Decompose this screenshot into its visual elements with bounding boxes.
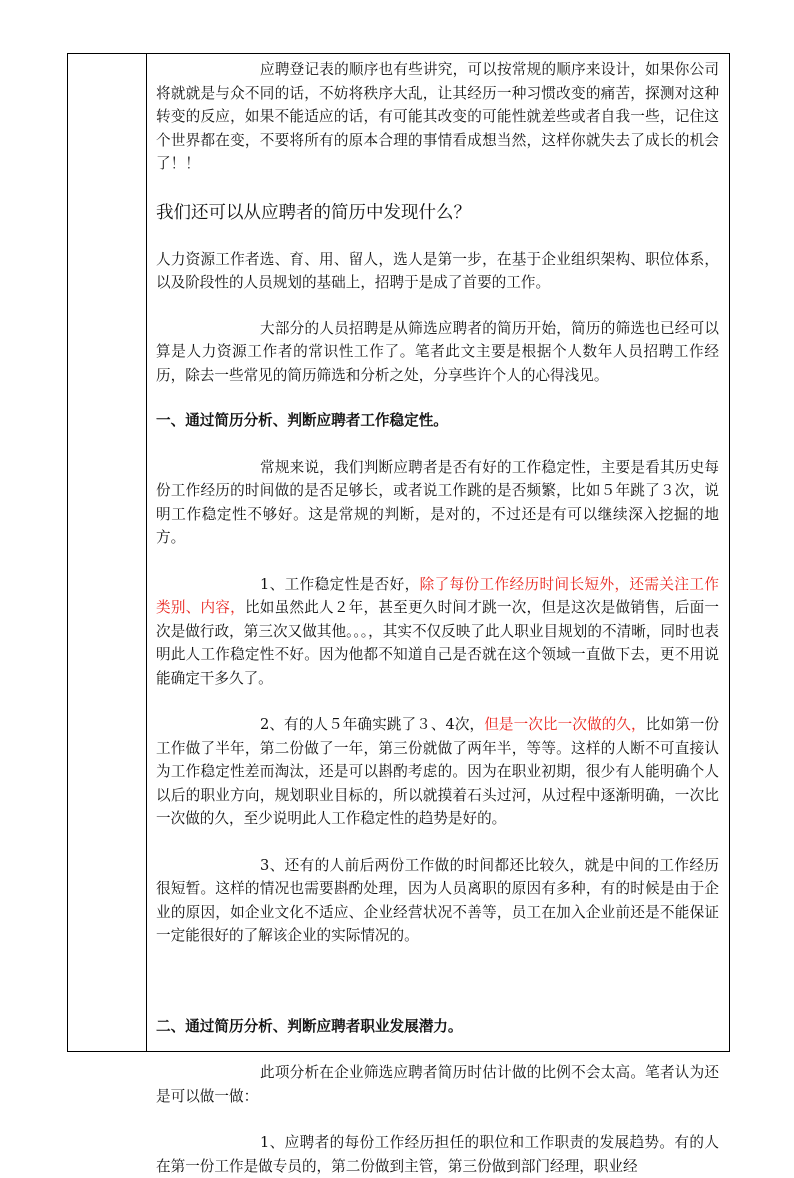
paragraph-hr-overview: 人力资源工作者选、育、用、留人，选人是第一步，在基于企业组织架构、职位体系，以及阶段性的人员规划的基础上，招聘于是成了首要的工作。 [156, 250, 719, 291]
document-table [67, 53, 730, 1175]
table-content-cell [156, 58, 719, 1178]
point-2-highlight: 但是一次比一次做的久， [484, 716, 646, 733]
point-1-lead: 1、工作稳定性是否好， [260, 575, 420, 593]
paragraph-stability-general: 常规来说，我们判断应聘者是否有好的工作稳定性，主要是看其历史每份工作经历的时间做的是否足够长，或者说工作跳的是否频繁，比如５年跳了３次，说明工作稳定性不够好。这是常规的判断，是对的，不过还是有可以继续深入挖掘的地方。 [156, 458, 719, 546]
point-2-body: 比如第一份工作做了半年，第二份做了一年，第三份就做了两年半，等等。这样的人断不可直接认为工作稳定性差而淘汰，还是可以斟酌考虑的。因为在职业初期，很少有人能明确个人以后的职业方向，规划职业目标的，所以就摸着石头过河，从过程中逐渐明确，一次比一次做的久，至少说明此人工作稳定性的趋势是好的。 [156, 716, 719, 827]
point-1-body: 比如虽然此人２年，甚至更久时间才跳一次，但是这次是做销售，后面一次是做行政，第三次又做其他。。。，其实不仅反映了此人职业目规划的不清晰，同时也表明此人工作稳定性不好。因为他都不知道自己是否就在这个领域一直做下去，更不用说能确定干多久了。 [156, 599, 719, 687]
paragraph-potential-point-1: 1、应聘者的每份工作经历担任的职位和工作职责的发展趋势。有的人在第一份工作是做专员的，第二份做到主管，第三份做到部门经理，职业经 [156, 1134, 719, 1175]
heading-stability: 一、通过简历分析、判断应聘者工作稳定性。 [156, 412, 448, 429]
paragraph-screening: 大部分的人员招聘是从筛选应聘者的简历开始，简历的筛选也已经可以算是人力资源工作者的常识性工作了。笔者此文主要是根据个人数年人员招聘工作经历，除去一些常见的简历筛选和分析之处，分享些许个人的心得浅见。 [156, 319, 719, 384]
paragraph-stability-point-1 [156, 573, 719, 691]
point-2-lead: 2、有的人５年确实跳了３、4次， [260, 716, 485, 733]
point-1-highlight: 除了每份工作经历时间长短外，还需关注工作类别、内容， [156, 575, 719, 616]
paragraph-intro: 应聘登记表的顺序也有些讲究，可以按常规的顺序来设计，如果你公司将就就是与众不同的话，不妨将秩序大乱，让其经历一种习惯改变的痛苦，探测对这种转变的反应，如果不能适应的话，有可能其改变的可能性就差些或者自我一些，记住这个世界都在变，不要将所有的原本合理的事情看成想当然，这样你就失去了成长的机会了！！ [156, 61, 719, 172]
paragraph-stability-point-2 [156, 713, 719, 831]
table-left-column [68, 54, 147, 1051]
heading-potential: 二、通过简历分析、判断应聘者职业发展潜力。 [156, 1017, 463, 1035]
paragraph-stability-point-3: 3、还有的人前后两份工作做的时间都还比较久，就是中间的工作经历很短暂。这样的情况也需要斟酌处理，因为人员离职的原因有多种，有的时候是由于企业的原因，如企业文化不适应、企业经营状况不善等，员工在加入企业前还是不能保证一定能很好的了解该企业的实际情况的。 [156, 856, 719, 944]
paragraph-potential-intro: 此项分析在企业筛选应聘者简历时估计做的比例不会太高。笔者认为还是可以做一做： [156, 1064, 719, 1105]
section-title: 我们还可以从应聘者的简历中发现什么？ [156, 202, 471, 223]
